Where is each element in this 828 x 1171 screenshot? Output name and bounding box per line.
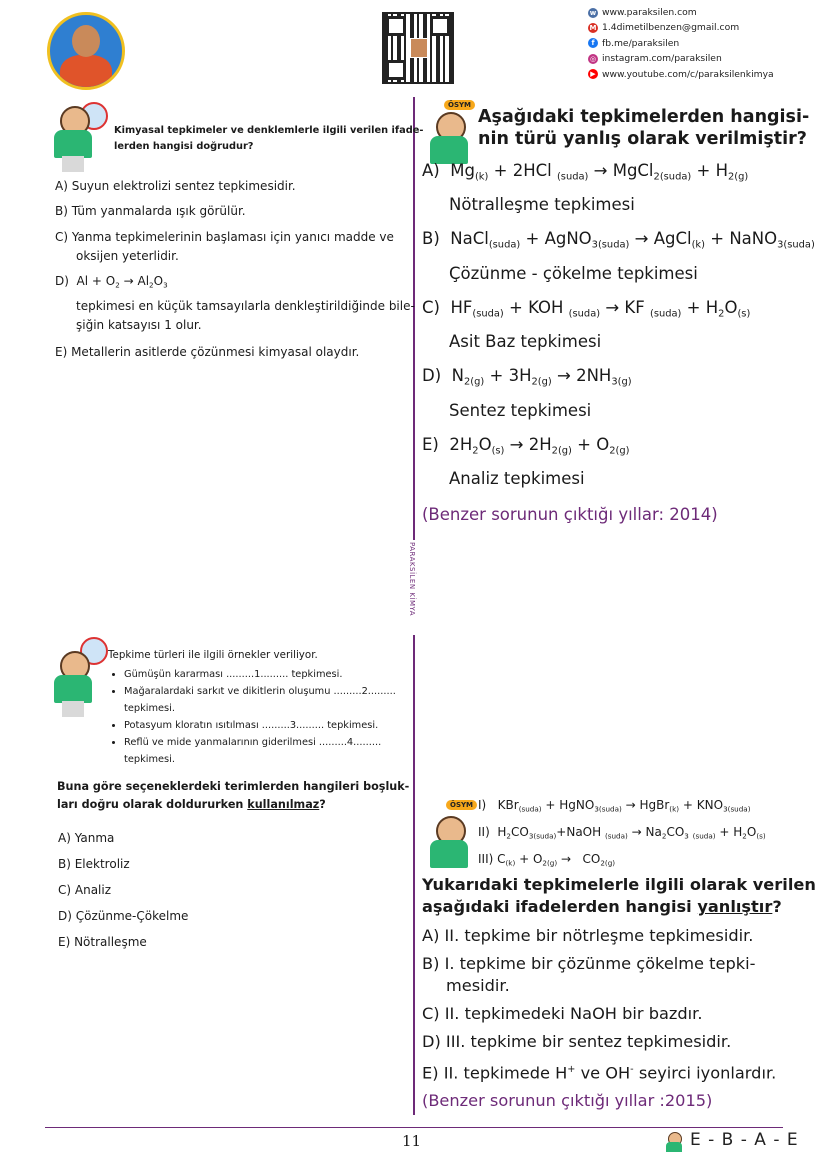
q2-option-b[interactable]: B) NaCl$_{(suda)}$ + AgNO$_{3(suda)}$ → AgCl$_{(k)}$ + NaNO$_{3(suda)}$ Çözünme - çökelme tepkimesi [422,229,815,283]
q4-option-a[interactable]: A) II. tepkime bir nötrleşme tepkimesidir. [422,926,754,945]
list-item: • Potasyum kloratın ısıtılması .........3......... tepkimesi. [124,717,396,734]
q2-options [422,160,815,526]
q4-stem: Yukarıdaki tepkimelerle ilgili olarak verilen aşağıdaki ifadelerden hangisi yanlıştır? [422,875,816,916]
q3-option-e[interactable]: E) Nötralleşme [58,935,147,949]
osym-badge: ÖSYM [446,800,477,810]
q2-option-e[interactable]: E) $2H_2O_{(s)} \to 2H_{2(g)} + O_{2(g)}$ Analiz tepkimesi [422,434,630,489]
q3-bullets [108,666,396,768]
instagram-icon: ◎ [589,54,597,63]
q3-options [58,825,188,955]
answer-key: E - B - A - E [690,1130,799,1150]
q1-option-b[interactable]: B) Tüm yanmalarda ışık görülür. [55,204,246,218]
q2-stem: Aşağıdaki tepkimelerden hangisi- nin türü yanlış olarak verilmiştir? [478,107,810,149]
q4-reactions [478,794,766,875]
mascot-icon [664,1132,686,1152]
list-item: • Reflü ve mide yanmalarının giderilmesi .........4......... tepkimesi. [124,734,396,768]
q4-option-d[interactable]: D) III. tepkime bir sentez tepkimesidir. [422,1032,732,1051]
facebook-icon: f [588,38,598,48]
contact-instagram[interactable]: ◎ instagram.com/paraksilen [589,53,722,65]
footer-line [45,1127,783,1128]
page-number: 11 [402,1132,422,1150]
q2-years: (Benzer sorunun çıktığı yıllar: 2014) [422,505,718,525]
reaction-1: I) KBr$_{(suda)}$ + HgNO$_{3(suda)}$ → HgBr$_{(k)}$ + $KNO_{3(suda)}$ [478,798,751,814]
globe-icon: w [589,8,597,17]
q2-option-d[interactable]: D) $N_{2(g)} + 3H_{2(g)} \to 2NH_{3(g)}$ Sentez tepkimesi [422,366,632,420]
q4-option-c[interactable]: C) II. tepkimedeki NaOH bir bazdır. [422,1004,703,1023]
list-item: • Mağaralardaki sarkıt ve dikitlerin oluşumu .........2......... tepkimesi. [124,683,396,717]
mascot-icon [48,100,108,172]
q1-option-e[interactable]: E) Metallerin asitlerde çözünmesi kimyasal olaydır. [55,345,360,359]
q1-stem: Kimyasal tepkimeler ve denklemlerle ilgili verilen ifade- lerden hangisi doğrudur? [114,125,424,152]
youtube-icon: ▶ [588,69,598,79]
qr-code[interactable] [382,12,454,84]
q3-stem: Buna göre seçeneklerdeki terimlerden hangileri boşluk- ları doğru olarak doldururken kullanılmaz? [57,780,410,811]
contact-list [588,5,774,82]
q4-option-b[interactable]: B) I. tepkime bir çözünme çökelme tepki- mesidir. [422,954,756,995]
q3-intro-block [108,647,396,768]
contact-website[interactable]: w www.paraksilen.com [589,7,697,18]
osym-badge: ÖSYM [444,100,475,110]
list-item: • Gümüşün kararması .........1......... tepkimesi. [124,666,396,683]
mascot-icon [48,635,108,707]
gmail-icon: M [589,24,597,33]
q3-intro: Tepkime türleri ile ilgili örnekler veriliyor. [108,649,318,661]
contact-youtube[interactable]: ▶ www.youtube.com/c/paraksilenkimya [588,67,774,82]
contact-facebook[interactable]: f fb.me/paraksilen [588,36,774,51]
q2-option-a[interactable]: A) $Mg_{(k)} + 2HCl$ $_{(suda)}$ → MgCl$_{2(suda)}$ + $H_{2(g)}$ Nötralleşme tepkimesi [422,161,749,215]
q4-option-e[interactable]: E) II. tepkimede H+ ve OH- seyirci iyonlardır. [422,1063,777,1083]
q3-option-b[interactable]: B) Elektroliz [58,857,130,871]
q1-option-a[interactable]: A) Suyun elektrolizi sentez tepkimesidir. [55,179,296,193]
q1-option-c[interactable]: C) Yanma tepkimelerinin başlaması için yanıcı madde ve oksijen yeterlidir. [55,230,394,263]
reaction-3: III) $C_{(k)} + O_{2(g)} \to CO_{2(g)}$ [478,852,616,868]
q3-option-d[interactable]: D) Çözünme-Çökelme [58,909,189,923]
contact-email[interactable]: M 1.4dimetilbenzen@gmail.com [589,22,740,34]
mascot-icon [424,798,484,870]
q4-years: (Benzer sorunun çıktığı yıllar :2015) [422,1091,713,1111]
q2-option-c[interactable]: C) $HF_{(suda)}$ + KOH $_{(suda)}$ → KF $_{(suda)} + H_2O_{(s)}$ Asit Baz tepkimesi [422,297,751,352]
q3-option-a[interactable]: A) Yanma [58,831,115,845]
q3-option-c[interactable]: C) Analiz [58,883,112,897]
q1-option-d[interactable]: D) $Al + O_2 \to Al_2O_3$ tepkimesi en küçük tamsayılarla denkleştirildiğinde bile- şiğin katsayısı 1 olur. [55,274,415,332]
vertical-brand: PARAKSİLEN KİMYA [406,540,422,635]
q4-options [422,925,776,1112]
author-avatar [47,12,125,90]
reaction-2: II) $H_2CO_{3(suda)}+NaOH$ $_{(suda)} \to Na_2CO_3$ $_{(suda)} + H_2O_{(s)}$ [478,825,766,841]
